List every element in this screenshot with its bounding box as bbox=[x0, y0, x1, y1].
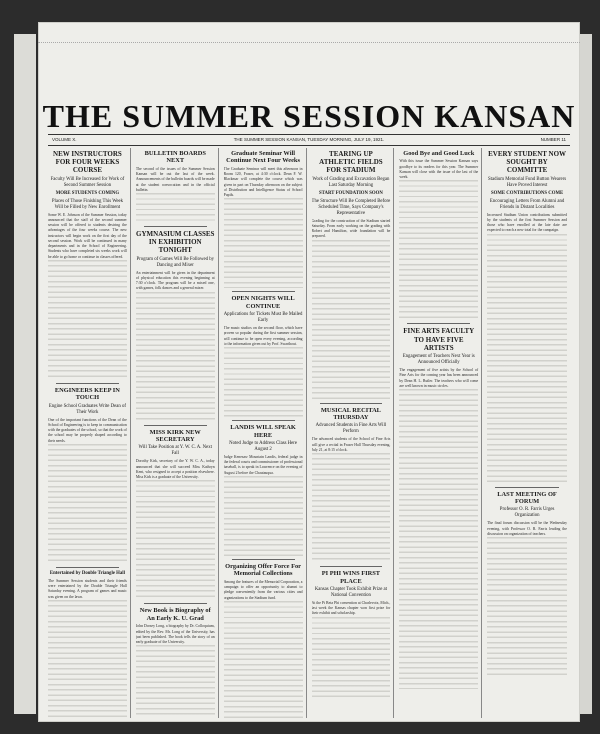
dateline-bar bbox=[48, 134, 570, 146]
story-body: The final forum discussion will be the Wednesday evening, with Professor O. R. Farris leading the discussion on organization of teachers. bbox=[487, 521, 567, 536]
story-body: An entertainment will be given in the department of physical education this evening beginning at 7:30 o'clock. The program will be a mixed one, with games, folk dances and a general mixer. bbox=[135, 270, 215, 291]
story-divider bbox=[144, 226, 207, 227]
deck: Applications for Tickets Must Be Mailed Early bbox=[223, 312, 303, 324]
story-divider bbox=[407, 323, 470, 324]
column-1 bbox=[48, 148, 131, 718]
body-text-lines bbox=[224, 198, 303, 288]
story-body: Judge Kenesaw Mountain Landis, federal judge in the federal courts and commissioner of professional baseball, is to speak in Lawrence on the evening of August 2 before the Chautauqua. bbox=[223, 454, 303, 475]
deck: Places of Those Finishing This Week Will be Filled by New Enrollment bbox=[51, 198, 123, 210]
deck: The Structure Will Be Completed Before Scheduled Time, Says Company's Representative bbox=[311, 198, 391, 216]
headline: FINE ARTS FACULTY TO HAVE FIVE ARTISTS bbox=[403, 327, 475, 352]
story-body: Dorothy Kirk, secretary of the Y. W. C. A., today announced that she will succeed Miss Kathryn Kent, who resigned to accept a position elsewhere. Miss Kirk is a graduate of the University. bbox=[135, 459, 215, 480]
top-dotted-rule bbox=[38, 34, 580, 43]
story-body: The Summer Session students and their friends were entertained by the Double Triangle Hall Saturday evening. A program of games and music was given on the lawn. bbox=[48, 578, 127, 599]
deck: Kansas Chapter Took Exhibit Prize at National Convention bbox=[314, 586, 387, 598]
body-text-lines bbox=[224, 347, 303, 417]
deck: Engagement of Teachers Next Year is Announced Officially bbox=[402, 354, 475, 366]
column-3 bbox=[224, 148, 307, 718]
deck: Will Take Position at Y. W. C. A. Next Fall bbox=[138, 445, 212, 457]
body-text-lines bbox=[136, 292, 215, 422]
deck: Stadium Memorial Fund Button Wearers Have Proved Interest bbox=[488, 176, 567, 188]
story-body: Grading for the construction of the Stadium started Saturday. From early working on the grading with Robert and Hamilton, wide foundation will be prepared. bbox=[311, 218, 391, 239]
story-divider bbox=[320, 403, 383, 404]
headline: MUSICAL RECITAL THURSDAY bbox=[320, 406, 381, 422]
headline: OPEN NIGHTS WILL CONTINUE bbox=[231, 295, 295, 310]
deck: SOME CONTRIBUTIONS COME bbox=[490, 190, 564, 196]
deck: Noted Judge to Address Class Here August 2 bbox=[229, 440, 297, 452]
story-body: One of the important functions of the Dean of the School of Engineering is to keep in communication with the graduates of the school, so that the work of the school may be properly shaped according to their needs. bbox=[48, 417, 127, 443]
story-divider bbox=[144, 425, 207, 426]
news-columns bbox=[48, 148, 570, 718]
body-text-lines bbox=[224, 601, 303, 718]
story-divider bbox=[232, 559, 295, 560]
story-divider bbox=[232, 420, 295, 421]
body-text-lines bbox=[487, 537, 567, 677]
column-6 bbox=[487, 148, 570, 718]
story-body: The engagement of five artists by the School of Fine Arts for the coming year has been announced by Dean H. L. Butler. The teachers who will come are well known in music circles. bbox=[399, 368, 479, 388]
headline: GYMNASIUM CLASSES IN EXHIBITION TONIGHT bbox=[136, 230, 215, 255]
body-text-lines bbox=[48, 600, 127, 718]
story-body: The advanced students of the School of Fine Arts will give a recital in Fraser Hall Thursday evening, July 21, at 8:15 o'clock. bbox=[311, 437, 391, 452]
body-text-lines bbox=[48, 260, 127, 380]
story-body: The Graduate Seminar will meet this afternoon in Room 120, Fraser, at 4:30 o'clock. Dean F. W. Blackmar will complete the course which was given in part on Thursday afternoon on the subject of Distribution and Intelligence Status of School Pupils. bbox=[223, 166, 303, 198]
story-divider bbox=[495, 487, 559, 488]
deck: Program of Games Will Be Followed by Dancing and Mixer bbox=[136, 256, 214, 268]
masthead-title: THE SUMMER SESSION KANSAN bbox=[42, 98, 576, 134]
story-body: The second of the issues of the Summer Session Kansan will be out the last of the week. Announcements of the bulletin boards will be made at the student convocation and in the official bulletin. bbox=[135, 166, 215, 192]
body-text-lines bbox=[312, 617, 391, 697]
story-divider bbox=[56, 567, 119, 568]
volume-label: VOLUME X. bbox=[52, 137, 77, 142]
story-body: The music studios on the second floor, which have proven so popular during the first summer session, will continue to be open every evening, according to the information given out by Prof. Swarthout. bbox=[223, 326, 303, 346]
headline: New Book is Biography of An Early K. U. Grad bbox=[139, 607, 211, 622]
body-text-lines bbox=[136, 193, 215, 223]
deck: Entertained by Double Triangle Hall bbox=[49, 570, 125, 576]
dateline: THE SUMMER SESSION KANSAN, TUESDAY MORNING, JULY 19, 1921. bbox=[233, 137, 385, 142]
body-text-lines bbox=[399, 180, 478, 320]
headline: ENGINEERS KEEP IN TOUCH bbox=[54, 386, 120, 402]
deck: Work of Grading and Excavation Began Last Saturday Morning bbox=[312, 176, 390, 188]
body-text-lines bbox=[48, 444, 127, 564]
column-4 bbox=[312, 148, 395, 718]
column-2 bbox=[136, 148, 219, 718]
story-body: Increased Stadium Union contributions submitted by the students of the first Summer Session and those who have enrolled at the late date are expected to reach a new total for the campaign. bbox=[487, 212, 567, 233]
headline: MISS KIRK NEW SECRETARY bbox=[149, 428, 201, 444]
body-text-lines bbox=[136, 480, 215, 600]
headline: LAST MEETING OF FORUM bbox=[497, 490, 557, 506]
deck: Engine School Graduates Write Dean of Their Work bbox=[48, 403, 126, 415]
body-text-lines bbox=[312, 453, 391, 563]
story-body: Some W. E. Johnson of the Summer Session, today announced that the staff of the second summer session will be offered to students desiring the advantages of the four weeks course. The new instructors will begin work on the first day of the second session. Work will be continued in many departments and in the School of Engineering. Students who have completed six weeks work will be able to go home or continue in classes offered. bbox=[48, 212, 127, 259]
story-divider bbox=[320, 566, 383, 567]
story-body: With this issue the Summer Session Kansan says goodbye to its readers for this year. The Summer Kansan will close with the issue of the last of the week. bbox=[399, 159, 479, 180]
headline: NEW INSTRUCTORS FOR FOUR WEEKS COURSE bbox=[53, 150, 122, 175]
body-text-lines bbox=[312, 240, 391, 400]
body-text-lines bbox=[487, 234, 567, 484]
headline: Good Bye and Good Luck bbox=[403, 150, 475, 157]
column-5 bbox=[399, 148, 482, 718]
headline: LANDIS WILL SPEAK HERE bbox=[230, 424, 296, 439]
headline: Graduate Seminar Will Continue Next Four Weeks bbox=[226, 150, 300, 165]
story-divider bbox=[232, 291, 295, 292]
body-text-lines bbox=[399, 389, 478, 689]
deck: START FOUNDATION SOON bbox=[319, 190, 383, 196]
body-text-lines bbox=[224, 476, 303, 556]
newspaper-page bbox=[38, 22, 580, 722]
deck: Encouraging Letters From Alumni and Friends in Distant Localities bbox=[489, 198, 565, 210]
story-divider bbox=[56, 383, 119, 384]
story-body: At the Pi Beta Phi convention at Charlevoix, Mich., last week the Kansas chapter won first prize for their exhibit and scholarship. bbox=[311, 600, 391, 616]
deck: Faculty Will Be Increased for Work of Second Summer Session bbox=[50, 176, 125, 188]
deck: Professor O. R. Farris Urges Organization bbox=[499, 507, 555, 519]
body-text-lines bbox=[136, 645, 215, 718]
headline: TEARING UP ATHLETIC FIELDS FOR STADIUM bbox=[319, 150, 383, 175]
deck: MORE STUDENTS COMING bbox=[55, 190, 120, 196]
headline: EVERY STUDENT NOW SOUGHT BY COMMITTE bbox=[488, 150, 567, 175]
story-body: John Dorsey Long, a biography by Dr. Colloquium, edited by the Rev. Mr. Long of the University, has just been published. The book tells the story of an early graduate of the University. bbox=[135, 624, 215, 645]
story-body: Among the features of the Memorial Corporation, a campaign to offer an opportunity to alumni to pledge conveniently from the various cities and organizations to the Stadium fund. bbox=[223, 579, 303, 600]
headline: PI PHI WINS FIRST PLACE bbox=[321, 570, 381, 585]
headline: Organizing Offer Force For Memorial Collections bbox=[225, 562, 302, 578]
issue-number: NUMBER 11 bbox=[540, 137, 566, 142]
headline: BULLETIN BOARDS NEXT bbox=[144, 150, 206, 165]
deck: Advanced Students in Fine Arts Will Perform bbox=[315, 423, 387, 435]
story-divider bbox=[144, 603, 207, 604]
page-stack-left bbox=[14, 34, 36, 714]
